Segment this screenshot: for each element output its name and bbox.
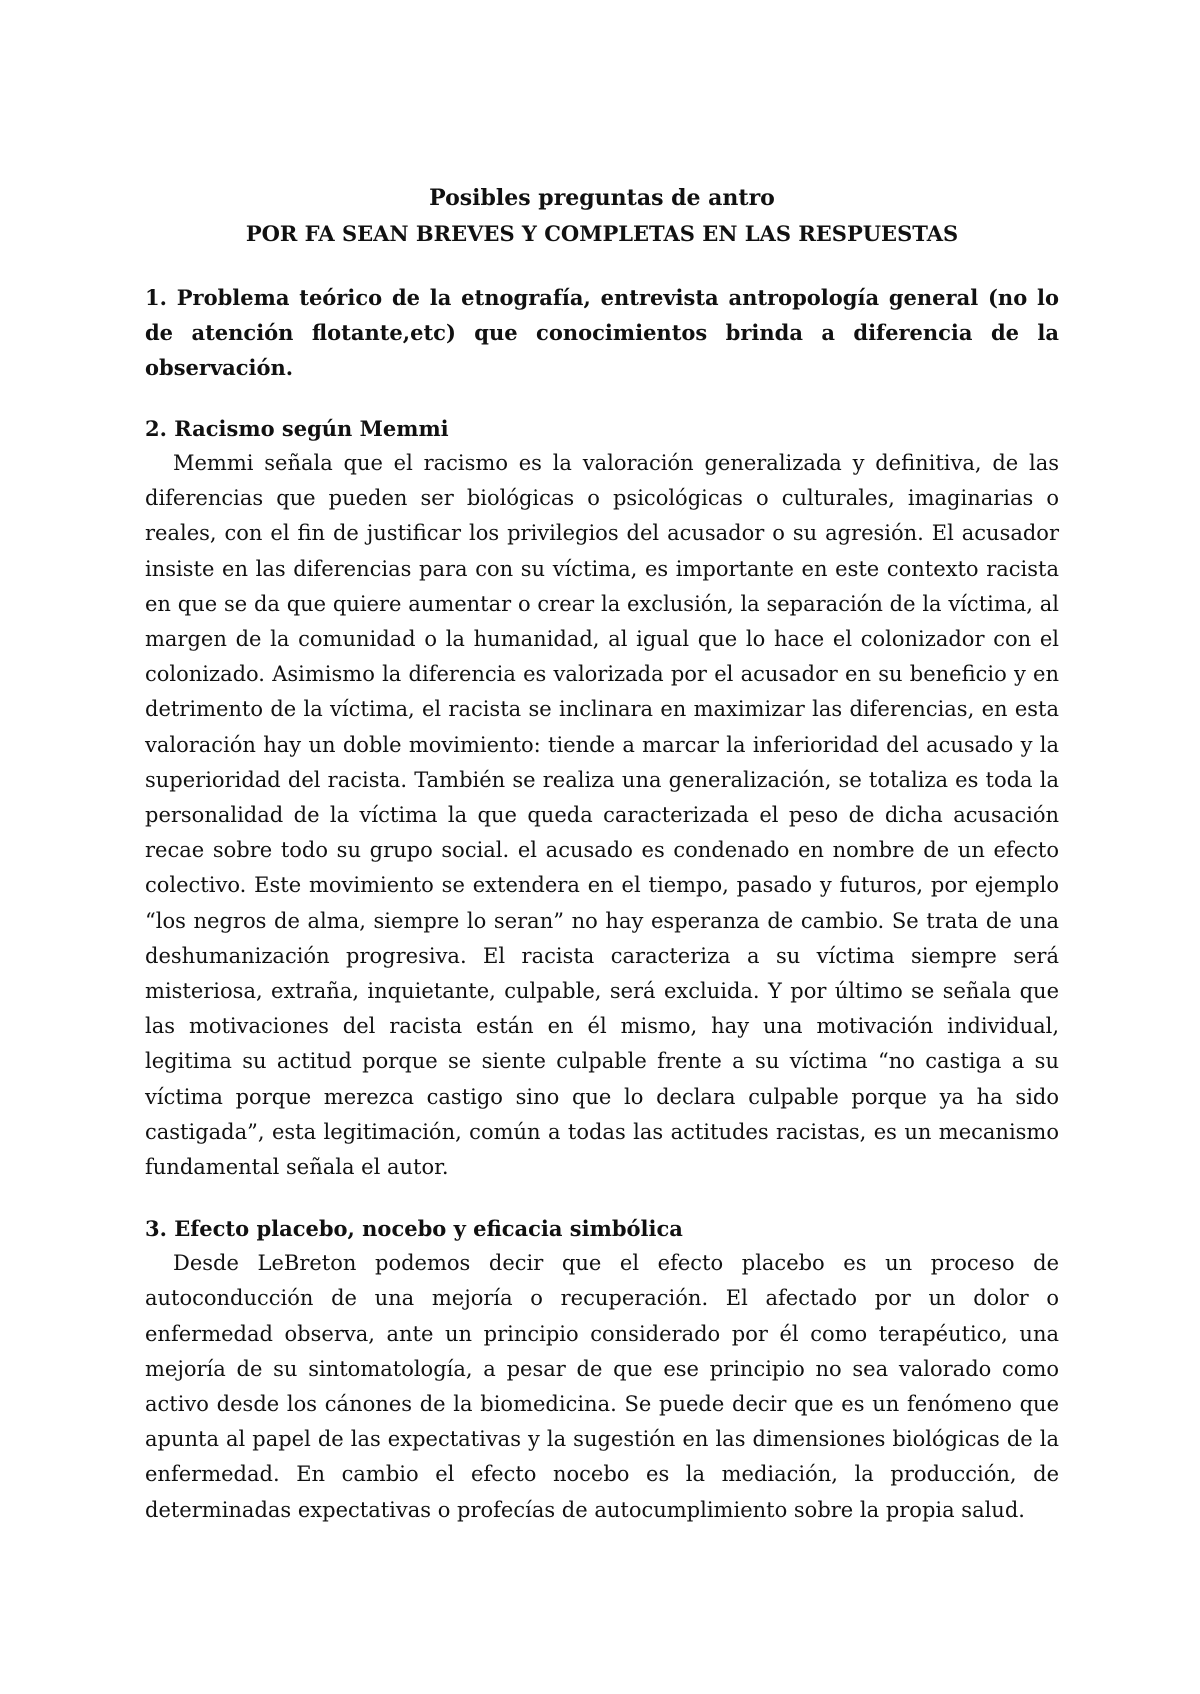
- title-block: [145, 180, 1059, 252]
- question-3: [145, 1211, 1059, 1528]
- question-1-heading: 1. Problema teórico de la etnografía, entrevista antropología general (no lo de atención flotante,etc) que conocimientos brinda a diferencia de la observación.: [145, 285, 1059, 380]
- question-2-heading: 2. Racismo según Memmi: [145, 416, 449, 441]
- question-2: [145, 411, 1059, 1185]
- question-3-answer: Desde LeBreton podemos decir que el efecto placebo es un proceso de autoconducción de una mejoría o recuperación. El afectado por un dolor o enfermedad observa, ante un principio considerado por él como terapéutico, una mejoría de su sintomatología, a pesar de que ese principio no sea valorado como activo desde los cánones de la biomedicina. Se puede decir que es un fenómeno que apunta al papel de las expectativas y la sugestión en las dimensiones biológicas de la enfermedad. En cambio el efecto nocebo es la mediación, la producción, de determinadas expectativas o profecías de autocumplimiento sobre la propia salud.: [145, 1251, 1059, 1522]
- document-subtitle: POR FA SEAN BREVES Y COMPLETAS EN LAS RESPUESTAS: [245, 221, 959, 246]
- question-1: [145, 280, 1059, 385]
- document-title: Posibles preguntas de antro: [429, 185, 775, 211]
- document-page: [145, 180, 1059, 1554]
- question-2-answer: Memmi señala que el racismo es la valoración generalizada y definitiva, de las diferencias que pueden ser biológicas o psicológicas o culturales, imaginarias o reales, con el fin de justificar los privilegios del acusador o su agresión. El acusador insiste en las diferencias para con su víctima, es importante en este contexto racista en que se da que quiere aumentar o crear la exclusión, la separación de la víctima, al margen de la comunidad o la humanidad, al igual que lo hace el colonizador con el colonizado. Asimismo la diferencia es valorizada por el acusador en su beneficio y en detrimento de la víctima, el racista se inclinara en maximizar las diferencias, en esta valoración hay un doble movimiento: tiende a marcar la inferioridad del acusado y la superioridad del racista. También se realiza una generalización, se totaliza es toda la personalidad de la víctima la que queda caracterizada el peso de dicha acusación recae sobre todo su grupo social. el acusado es condenado en nombre de un efecto colectivo. Este movimiento se extendera en el tiempo, pasado y futuros, por ejemplo “los negros de alma, siempre lo seran” no hay esperanza de cambio. Se trata de una deshumanización progresiva. El racista caracteriza a su víctima siempre será misteriosa, extraña, inquietante, culpable, será excluida. Y por último se señala que las motivaciones del racista están en él mismo, hay una motivación individual, legitima su actitud porque se siente culpable frente a su víctima “no castiga a su víctima porque merezca castigo sino que lo declara culpable porque ya ha sido castigada”, esta legitimación, común a todas las actitudes racistas, es un mecanismo fundamental señala el autor.: [145, 451, 1059, 1180]
- question-3-heading: 3. Efecto placebo, nocebo y eficacia simbólica: [145, 1216, 683, 1242]
